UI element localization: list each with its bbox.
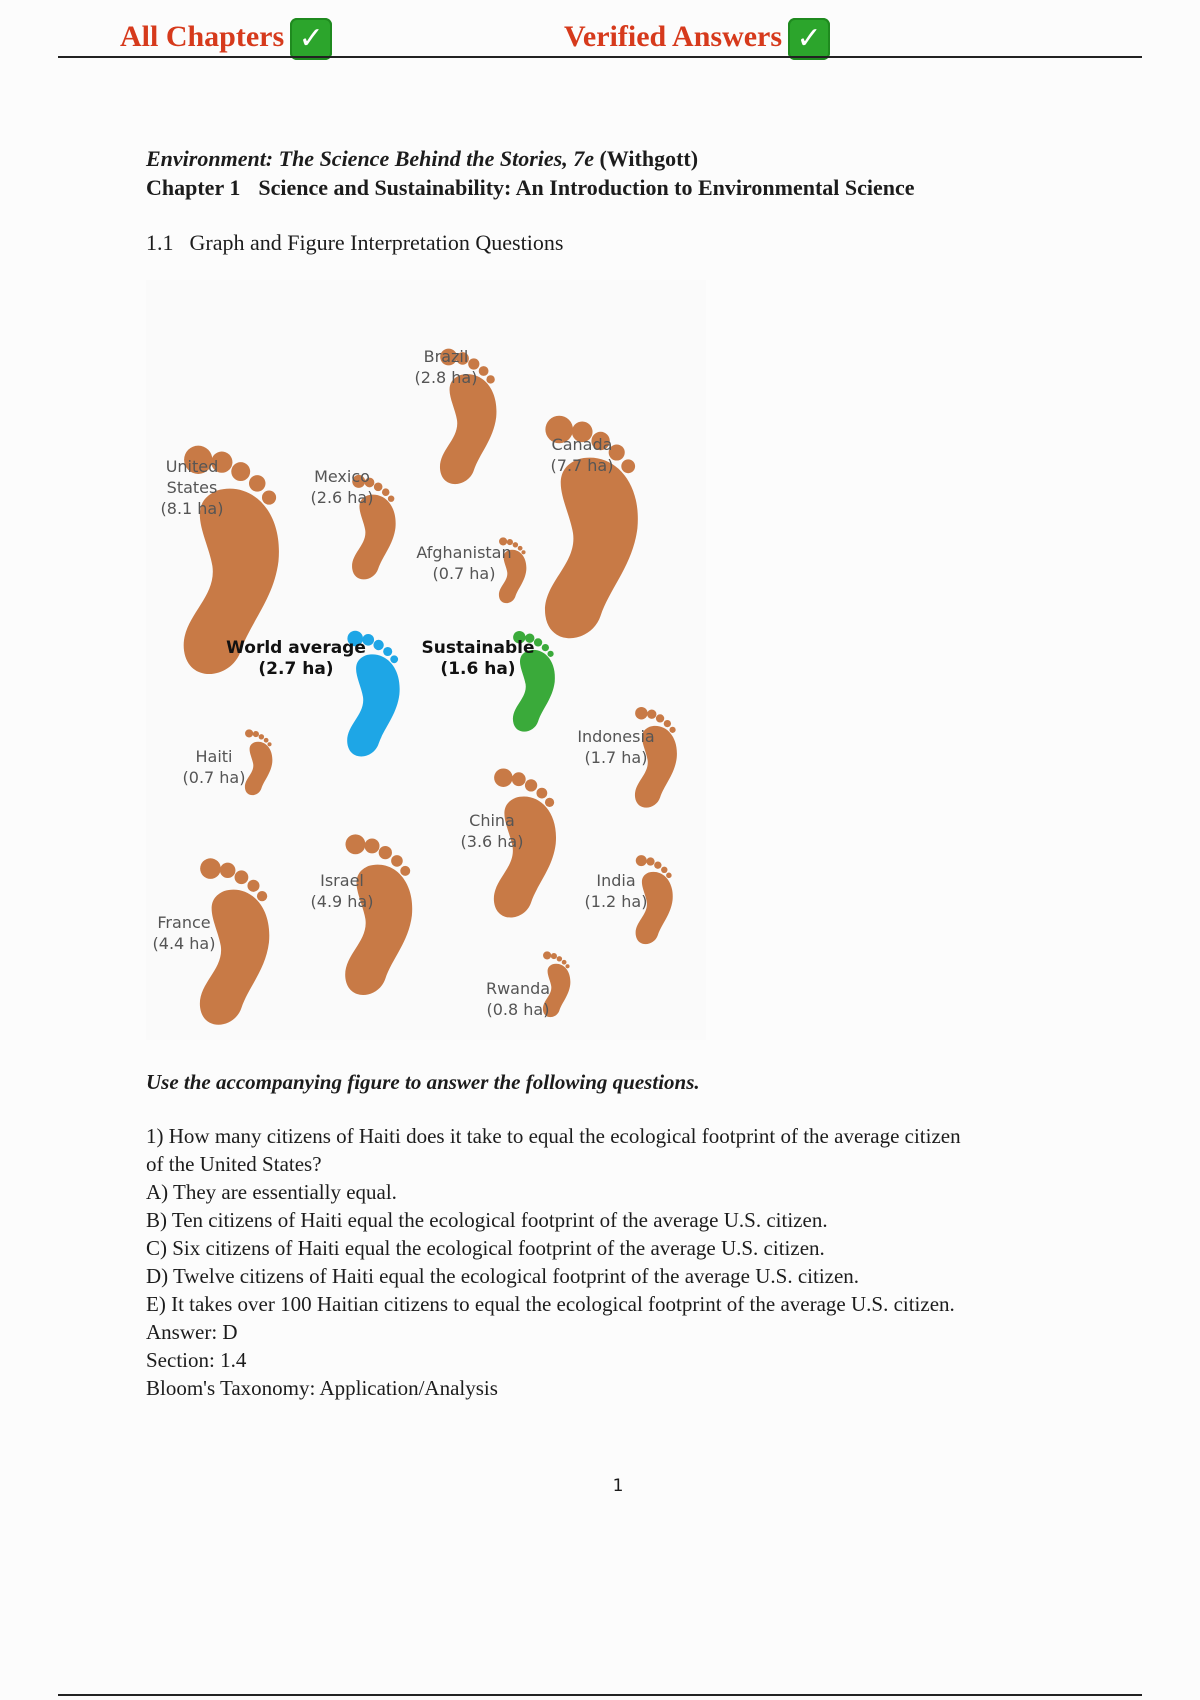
footprint-name: United [165,457,219,476]
instructions: Use the accompanying figure to answer the following questions. [146,1070,700,1094]
footprint-value: (1.6 ha) [440,659,516,679]
book-title-line [146,146,698,172]
section-title: Graph and Figure Interpretation Questions [189,230,564,255]
option-d: D) Twelve citizens of Haiti equal the ecological footprint of the average U.S. citizen. [146,1264,860,1288]
chapter-title: Science and Sustainability: An Introduction to Environmental Science [258,175,915,200]
option-e: E) It takes over 100 Haitian citizens to equal the ecological footprint of the average U.S. citizen. [146,1292,955,1316]
footprint-name: Mexico [314,467,370,486]
question-stem-cont: of the United States? [146,1152,322,1176]
option-a: A) They are essentially equal. [146,1180,397,1204]
question-1 [146,1122,1106,1402]
section-ref: Section: 1.4 [146,1348,247,1372]
all-chapters-text: All Chapters [120,19,285,53]
footprint-name: Rwanda [485,979,551,998]
footprint-label-mexico [311,466,374,508]
footprint-label-united-states [161,456,224,519]
ecological-footprint-figure [146,280,706,1040]
chapter-heading [146,175,915,201]
footprint-value: (4.4 ha) [152,934,216,953]
footprint-value: (0.8 ha) [486,1000,550,1019]
verified-answers-link[interactable] [564,18,830,60]
option-b: B) Ten citizens of Haiti equal the ecological footprint of the average U.S. citizen. [146,1208,828,1232]
footprint-label-france [153,912,216,954]
footprint-label-israel [311,870,374,912]
checkmark-icon: ✓ [788,18,830,60]
footprint-name: Afghanistan [416,543,512,562]
checkmark-icon: ✓ [290,18,332,60]
footprint-value: (2.8 ha) [414,368,478,387]
footprint-name: States [166,478,218,497]
footprint-name: China [469,811,515,830]
footprint-value: (1.2 ha) [584,892,648,911]
book-author: (Withgott) [599,146,699,171]
footprint-label-brazil [415,346,478,388]
footprint-name: Israel [320,871,364,890]
book-title: Environment: The Science Behind the Stories, 7e [146,146,594,171]
footprint-label-sustainable [422,638,535,680]
footprint-name: Brazil [423,347,469,366]
question-stem: 1) How many citizens of Haiti does it take to equal the ecological footprint of the average citizen [146,1124,961,1148]
footprint-name: Canada [551,435,613,454]
section-heading [146,230,563,256]
footprint-haiti [245,729,272,795]
section-number: 1.1 [146,230,174,255]
footprint-value: (8.1 ha) [160,499,224,518]
footprint-name: Sustainable [421,638,535,658]
footprint-label-canada [551,434,614,476]
chapter-label: Chapter 1 [146,175,241,200]
footprint-value: (2.7 ha) [258,659,334,679]
footprint-value: (0.7 ha) [182,768,246,787]
footprint-label-china [461,810,524,852]
footprint-label-india [585,870,648,912]
footprint-label-rwanda [486,978,550,1020]
footprint-name: India [596,871,636,890]
top-divider [58,56,1142,58]
bottom-divider [58,1694,1142,1696]
footprint-name: France [157,913,211,932]
footprint-value: (2.6 ha) [310,488,374,507]
footprint-label-haiti [183,746,246,788]
verified-answers-text: Verified Answers [564,19,783,53]
footprint-value: (3.6 ha) [460,832,524,851]
option-c: C) Six citizens of Haiti equal the ecological footprint of the average U.S. citizen. [146,1236,825,1260]
footprint-value: (7.7 ha) [550,456,614,475]
all-chapters-link[interactable] [120,18,332,60]
footprint-label-world-average [226,638,366,680]
footprint-value: (1.7 ha) [584,748,648,767]
page-number: 1 [612,1476,624,1496]
footprint-label-afghanistan [416,542,511,584]
footprint-name: World average [226,638,366,658]
footprint-name: Indonesia [577,727,655,746]
bloom-taxonomy: Bloom's Taxonomy: Application/Analysis [146,1376,498,1400]
answer: Answer: D [146,1320,238,1344]
footprint-label-indonesia [577,726,654,768]
footprint-value: (4.9 ha) [310,892,374,911]
top-banner [0,12,1200,62]
footprint-value: (0.7 ha) [432,564,496,583]
footprint-israel [345,834,412,995]
footprint-name: Haiti [195,747,233,766]
